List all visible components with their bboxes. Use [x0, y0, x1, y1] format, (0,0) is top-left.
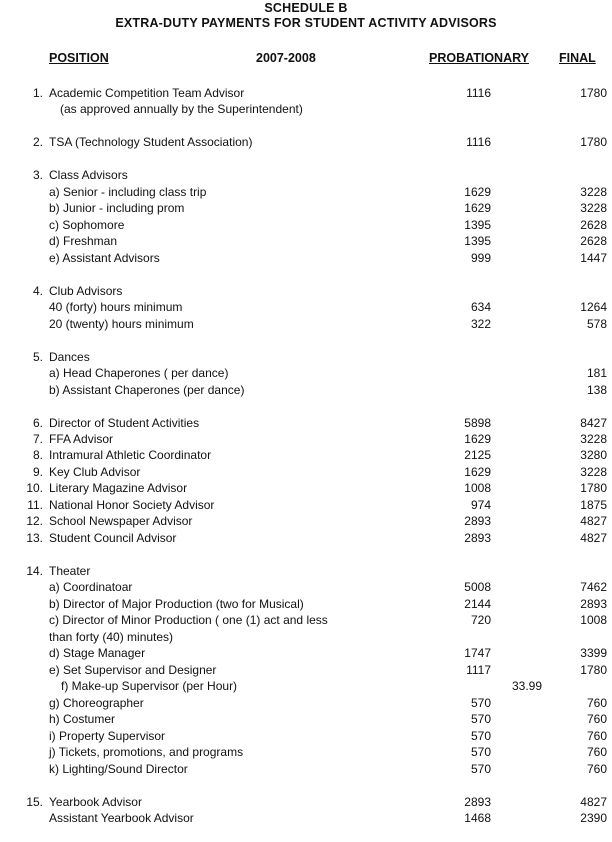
- table-row: [0, 795, 612, 811]
- final-amount: 4827: [580, 514, 607, 528]
- final-amount: 3228: [580, 465, 607, 479]
- table-row: [0, 234, 612, 250]
- position-label: h) Costumer: [49, 712, 116, 726]
- table-row: [0, 300, 612, 316]
- final-amount: 760: [586, 762, 607, 776]
- probationary-amount: 1117: [466, 663, 491, 677]
- final-amount: 138: [586, 383, 607, 397]
- position-label: c) Director of Minor Production ( one (1) act and less: [49, 613, 328, 627]
- probationary-amount: 720: [470, 613, 491, 627]
- table-row: [0, 465, 612, 481]
- position-label: National Honor Society Advisor: [49, 498, 215, 512]
- final-amount: 3399: [580, 646, 607, 660]
- table-row: [0, 448, 612, 464]
- position-label: Academic Competition Team Advisor: [49, 86, 245, 100]
- table-row: [0, 383, 612, 399]
- position-label: e) Assistant Advisors: [49, 251, 160, 265]
- table-row: [0, 762, 612, 778]
- probationary-amount: 1468: [464, 811, 491, 825]
- probationary-amount: 2125: [464, 448, 491, 462]
- table-row: [0, 350, 612, 366]
- table-row: [0, 481, 612, 497]
- probationary-amount: 1395: [464, 234, 491, 248]
- final-amount: 2390: [580, 811, 607, 825]
- final-amount: 1780: [580, 481, 607, 495]
- column-header-position: POSITION: [49, 51, 109, 65]
- position-label: a) Head Chaperones ( per dance): [49, 366, 229, 380]
- position-label: j) Tickets, promotions, and programs: [49, 745, 244, 759]
- probationary-amount: 570: [470, 745, 491, 759]
- position-label: FFA Advisor: [49, 432, 114, 446]
- table-row: [0, 580, 612, 596]
- table-row: [0, 185, 612, 201]
- table-row: [0, 201, 612, 217]
- row-number: 4.: [32, 284, 43, 298]
- column-header-year: 2007-2008: [256, 51, 316, 65]
- position-label: i) Property Supervisor: [49, 729, 166, 743]
- row-number: 5.: [32, 350, 43, 364]
- position-label: Intramural Athletic Coordinator: [49, 448, 212, 462]
- position-label: a) Senior - including class trip: [49, 185, 207, 199]
- probationary-amount: 1008: [464, 481, 491, 495]
- final-amount: 3228: [580, 185, 607, 199]
- position-label: Literary Magazine Advisor: [49, 481, 188, 495]
- position-label: Key Club Advisor: [49, 465, 141, 479]
- final-amount: 1264: [580, 300, 607, 314]
- final-amount: 8427: [580, 416, 607, 430]
- position-label: Class Advisors: [49, 168, 128, 182]
- table-row: [0, 135, 612, 151]
- position-label: 20 (twenty) hours minimum: [49, 317, 194, 331]
- probationary-amount: 1629: [464, 201, 491, 215]
- final-amount: 1780: [580, 663, 607, 677]
- position-label: c) Sophomore: [49, 218, 125, 232]
- probationary-amount: 2893: [464, 795, 491, 809]
- final-amount: 3280: [580, 448, 607, 462]
- table-row: [0, 663, 612, 679]
- table-row: [0, 745, 612, 761]
- probationary-amount: 2893: [464, 531, 491, 545]
- probationary-amount: 1395: [464, 218, 491, 232]
- table-row: [0, 712, 612, 728]
- position-label: e) Set Supervisor and Designer: [49, 663, 217, 677]
- probationary-amount: 1629: [464, 465, 491, 479]
- table-row: [0, 679, 612, 695]
- table-row: [0, 564, 612, 580]
- position-label: b) Assistant Chaperones (per dance): [49, 383, 245, 397]
- table-row: [0, 597, 612, 613]
- final-amount: 1875: [580, 498, 607, 512]
- position-label: d) Freshman: [49, 234, 118, 248]
- row-number: 6.: [32, 416, 43, 430]
- table-row: [0, 317, 612, 333]
- row-number: 9.: [32, 465, 43, 479]
- final-amount: 4827: [580, 531, 607, 545]
- table-row: [0, 696, 612, 712]
- table-row: [0, 729, 612, 745]
- probationary-amount: 570: [470, 712, 491, 726]
- final-amount: 3228: [580, 432, 607, 446]
- final-amount: 1447: [580, 251, 607, 265]
- final-amount: 2893: [580, 597, 607, 611]
- row-number: 7.: [32, 432, 43, 446]
- position-label: (as approved annually by the Superintendent): [60, 102, 303, 116]
- table-row: [0, 498, 612, 514]
- final-amount: 760: [586, 696, 607, 710]
- table-row: [0, 531, 612, 547]
- final-amount: 1008: [580, 613, 607, 627]
- final-amount: 2628: [580, 218, 607, 232]
- probationary-amount: 2144: [464, 597, 491, 611]
- table-row: [0, 646, 612, 662]
- probationary-amount: 634: [470, 300, 491, 314]
- position-label: than forty (40) minutes): [49, 630, 174, 644]
- position-label: Club Advisors: [49, 284, 123, 298]
- probationary-amount: 570: [470, 762, 491, 776]
- final-amount: 2628: [580, 234, 607, 248]
- final-amount: 1780: [580, 86, 607, 100]
- table-row: [0, 811, 612, 827]
- row-number: 3.: [32, 168, 43, 182]
- table-row: [0, 416, 612, 432]
- row-number: 15.: [26, 795, 43, 809]
- document-title: EXTRA-DUTY PAYMENTS FOR STUDENT ACTIVITY ADVISORS: [115, 16, 497, 30]
- probationary-amount: 5008: [464, 580, 491, 594]
- position-label: f) Make-up Supervisor (per Hour): [61, 679, 238, 693]
- final-amount: 760: [586, 729, 607, 743]
- table-row: [0, 613, 612, 629]
- probationary-amount: 1116: [466, 86, 491, 100]
- position-label: k) Lighting/Sound Director: [49, 762, 188, 776]
- table-row: [0, 251, 612, 267]
- position-label: School Newspaper Advisor: [49, 514, 193, 528]
- probationary-amount: 1747: [464, 646, 491, 660]
- row-number: 13.: [26, 531, 43, 545]
- final-amount: 1780: [580, 135, 607, 149]
- table-row: [0, 514, 612, 530]
- position-label: Theater: [49, 564, 91, 578]
- position-label: TSA (Technology Student Association): [49, 135, 253, 149]
- row-number: 14.: [26, 564, 43, 578]
- final-amount: 3228: [580, 201, 607, 215]
- final-amount: 7462: [580, 580, 607, 594]
- position-label: a) Coordinatoar: [49, 580, 133, 594]
- position-label: g) Choreographer: [49, 696, 144, 710]
- probationary-amount: 999: [470, 251, 491, 265]
- row-number: 8.: [32, 448, 43, 462]
- position-label: b) Junior - including prom: [49, 201, 185, 215]
- final-amount: 760: [586, 712, 607, 726]
- final-amount: 4827: [580, 795, 607, 809]
- table-row: [0, 102, 612, 118]
- table-row: [0, 218, 612, 234]
- column-header-probationary: PROBATIONARY: [429, 51, 529, 65]
- schedule-label: SCHEDULE B: [264, 1, 348, 15]
- probationary-amount: 1629: [464, 185, 491, 199]
- table-row: [0, 630, 612, 646]
- table-row: [0, 284, 612, 300]
- position-label: Yearbook Advisor: [49, 795, 142, 809]
- probationary-amount: 322: [470, 317, 491, 331]
- row-number: 11.: [27, 498, 43, 512]
- probationary-amount: 1629: [464, 432, 491, 446]
- position-label: b) Director of Major Production (two for Musical): [49, 597, 304, 611]
- position-label: Dances: [49, 350, 90, 364]
- probationary-amount: 570: [470, 729, 491, 743]
- table-row: [0, 168, 612, 184]
- row-number: 12.: [26, 514, 43, 528]
- probationary-amount: 974: [470, 498, 491, 512]
- table-row: [0, 366, 612, 382]
- probationary-amount: 2893: [464, 514, 491, 528]
- row-number: 1.: [32, 86, 43, 100]
- position-label: Assistant Yearbook Advisor: [49, 811, 194, 825]
- table-row: [0, 86, 612, 102]
- final-amount: 181: [586, 366, 607, 380]
- column-header-final: FINAL: [559, 51, 596, 65]
- position-label: Student Council Advisor: [49, 531, 177, 545]
- table-row: [0, 432, 612, 448]
- probationary-amount: 1116: [466, 135, 491, 149]
- position-label: Director of Student Activities: [49, 416, 200, 430]
- row-number: 10.: [26, 481, 43, 495]
- probationary-amount: 570: [470, 696, 491, 710]
- hourly-rate: 33.99: [511, 679, 542, 693]
- position-label: 40 (forty) hours minimum: [49, 300, 183, 314]
- position-label: d) Stage Manager: [49, 646, 146, 660]
- final-amount: 760: [586, 745, 607, 759]
- final-amount: 578: [586, 317, 607, 331]
- row-number: 2.: [32, 135, 43, 149]
- probationary-amount: 5898: [464, 416, 491, 430]
